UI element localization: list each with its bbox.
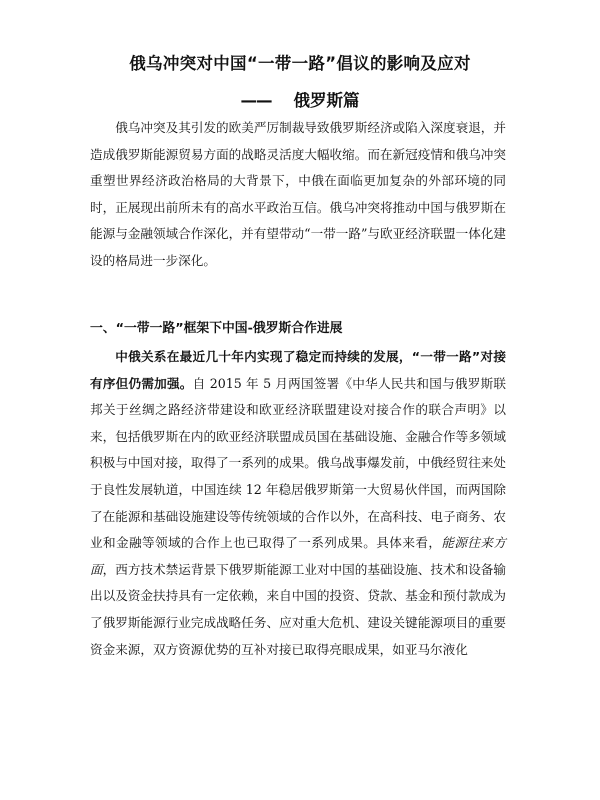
body-text-part-a: 自 2015 年 5 月两国签署《中华人民共和国与俄罗斯联邦关于丝绸之路经济带建设和欧亚经济联盟建设对接合作的联合声明》以来，包括俄罗斯在内的欧亚经济联盟成员国在基础设施、金融合作等多领域积极与中国对接，取得了一系列的成果。俄乌战事爆发前，中俄经贸往来处于良性发展轨道，中国连续 12 年稳居俄罗斯第一大贸易伙伴国，而两国除了在能源和基础设施建设等传统领域的合作以外，在高科技、电子商务、农业和金融等领域的合作上也已取得了一系列成果。具体来看，	[90, 375, 507, 551]
abstract-paragraph: 俄乌冲突及其引发的欧美严厉制裁导致俄罗斯经济或陷入深度衰退，并造成俄罗斯能源贸易方面的战略灵活度大幅收缩。而在新冠疫情和俄乌冲突重塑世界经济政治格局的大背景下，中俄在面临更加复杂的外部环境的同时，正展现出前所未有的高水平政治互信。俄乌冲突将推动中国与俄罗斯在能源与金融领域合作深化，并有望带动“一带一路”与欧亚经济联盟一体化建设的格局进一步深化。	[90, 120, 506, 268]
body-text-part-b: ，西方技术禁运背景下俄罗斯能源工业对中国的基础设施、技术和设备输出以及资金扶持具有一定依赖，来自中国的投资、贷款、基金和预付款成为了俄罗斯能源行业完成战略任务、应对重大危机、建设关键能源项目的重要资金来源，双方资源优势的互补对接已取得亮眼成果，如亚马尔液化	[90, 561, 507, 657]
document-title: 俄乌冲突对中国“一带一路”倡议的影响及应对	[129, 54, 471, 73]
lead-sentence: 中俄关系在最近几十年内实现了稳定而持续的发展，“一带一路”对接有序但仍需加强。	[90, 349, 506, 391]
body-paragraph	[90, 344, 506, 663]
subtitle-text: 俄罗斯篇	[293, 91, 360, 110]
section-heading: 一、“一带一路”框架下中国-俄罗斯合作进展	[90, 321, 343, 336]
emphasis-text: 能源往来方面	[90, 535, 507, 577]
subtitle-dash: ——	[240, 91, 272, 110]
document-subtitle	[0, 87, 600, 111]
